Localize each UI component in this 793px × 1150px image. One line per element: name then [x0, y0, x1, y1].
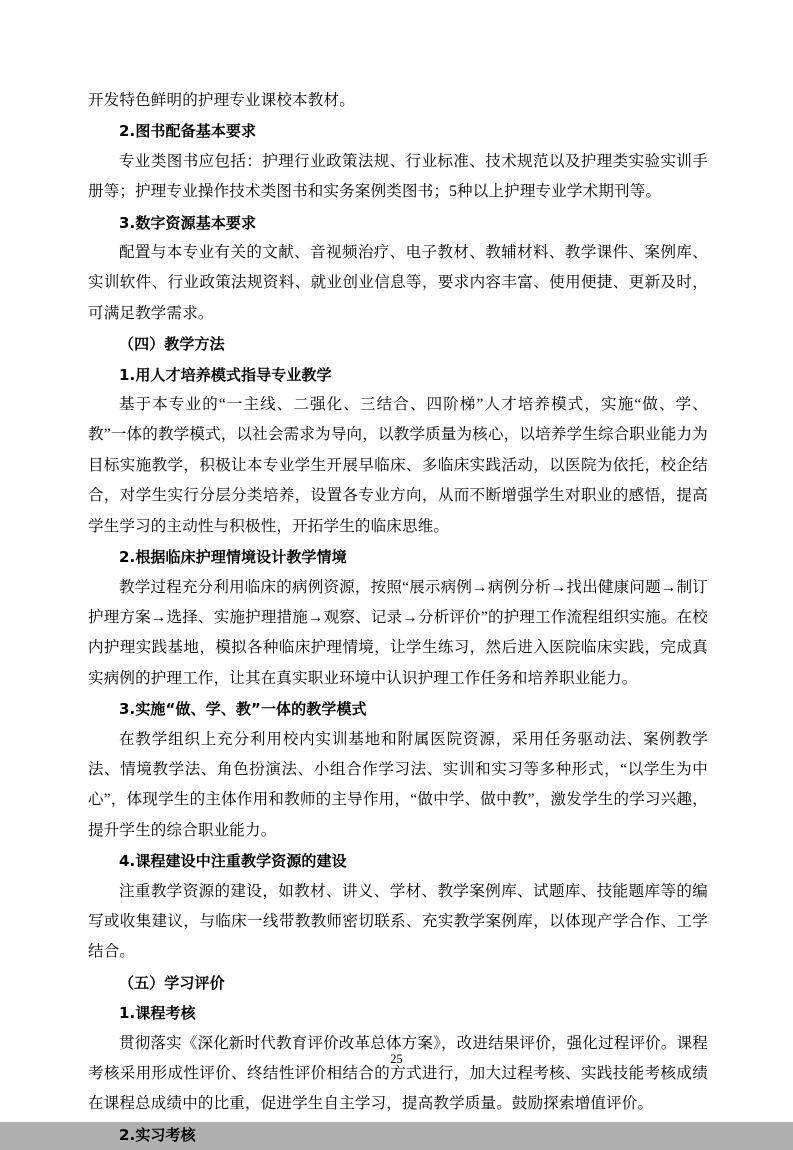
- body-paragraph: 基于本专业的“一主线、二强化、三结合、四阶梯”人才培养模式，实施“做、学、教”一体的教学模式，以社会需求为导向，以教学质量为核心，以培养学生综合职业能力为目标实施教学，积极让本专业学生开展早临床、多临床实践活动，以医院为依托，校企结合，对学生实行分层分类培养，设置各专业方向，从而不断增强学生对职业的感悟，提高学生学习的主动性与积极性，开拓学生的临床思维。: [88, 396, 708, 535]
- section-heading: 1.用人才培养模式指导专业教学: [119, 365, 332, 384]
- body-paragraph: 贯彻落实《深化新时代教育评价改革总体方案》，改进结果评价，强化过程评价。课程考核采用形成性评价、终结性评价相结合的方式进行，加大过程考核、实践技能考核成绩在课程总成绩中的比重，促进学生自主学习，提高教学质量。鼓励探索增值评价。: [88, 1034, 708, 1113]
- body-paragraph: 注重教学资源的建设，如教材、讲义、学材、教学案例库、试题库、技能题库等的编写或收集建议，与临床一线带教教师密切联系、充实教学案例库，以体现产学合作、工学结合。: [88, 882, 708, 961]
- section-heading: 2.实习考核: [119, 1125, 196, 1144]
- section-heading: 2.图书配备基本要求: [119, 122, 257, 141]
- section-heading: （四）教学方法: [119, 335, 225, 354]
- body-paragraph: 在教学组织上充分利用校内实训基地和附属医院资源，采用任务驱动法、案例教学法、情境教学法、角色扮演法、小组合作学习法、实训和实习等多种形式，“以学生为中心”，体现学生的主体作用和教师的主导作用，“做中学、做中教”，激发学生的学习兴趣，提升学生的综合职业能力。: [88, 730, 708, 839]
- section-heading: 3.实施“做、学、教”一体的教学模式: [119, 700, 367, 719]
- section-heading: （五）学习评价: [119, 973, 225, 992]
- document-body: [88, 86, 708, 1150]
- section-heading: 2.根据临床护理情境设计教学情境: [119, 548, 347, 567]
- body-paragraph: 配置与本专业有关的文献、音视频治疗、电子教材、教辅材料、教学课件、案例库、实训软件、行业政策法规资料、就业创业信息等，要求内容丰富、使用便捷、更新及时，可满足教学需求。: [88, 244, 708, 322]
- page-number: 25: [390, 1052, 403, 1066]
- section-heading: 3.数字资源基本要求: [119, 213, 257, 232]
- body-paragraph: 教学过程充分利用临床的病例资源，按照“展示病例→病例分析→找出健康问题→制订护理方案→选择、实施护理措施→观察、记录→分析评价”的护理工作流程组织实施。在校内护理实践基地，模拟各种临床护理情境，让学生练习，然后进入医院临床实践，完成真实病例的护理工作，让其在真实职业环境中认识护理工作任务和培养职业能力。: [88, 578, 708, 687]
- section-heading: 4.课程建设中注重教学资源的建设: [119, 852, 347, 871]
- section-heading: 1.课程考核: [119, 1004, 196, 1023]
- body-paragraph: 开发特色鲜明的护理专业课校本教材。: [88, 92, 355, 109]
- body-paragraph: 专业类图书应包括：护理行业政策法规、行业标准、技术规范以及护理类实验实训手册等；护理专业操作技术类图书和实务案例类图书；5种以上护理专业学术期刊等。: [88, 152, 708, 201]
